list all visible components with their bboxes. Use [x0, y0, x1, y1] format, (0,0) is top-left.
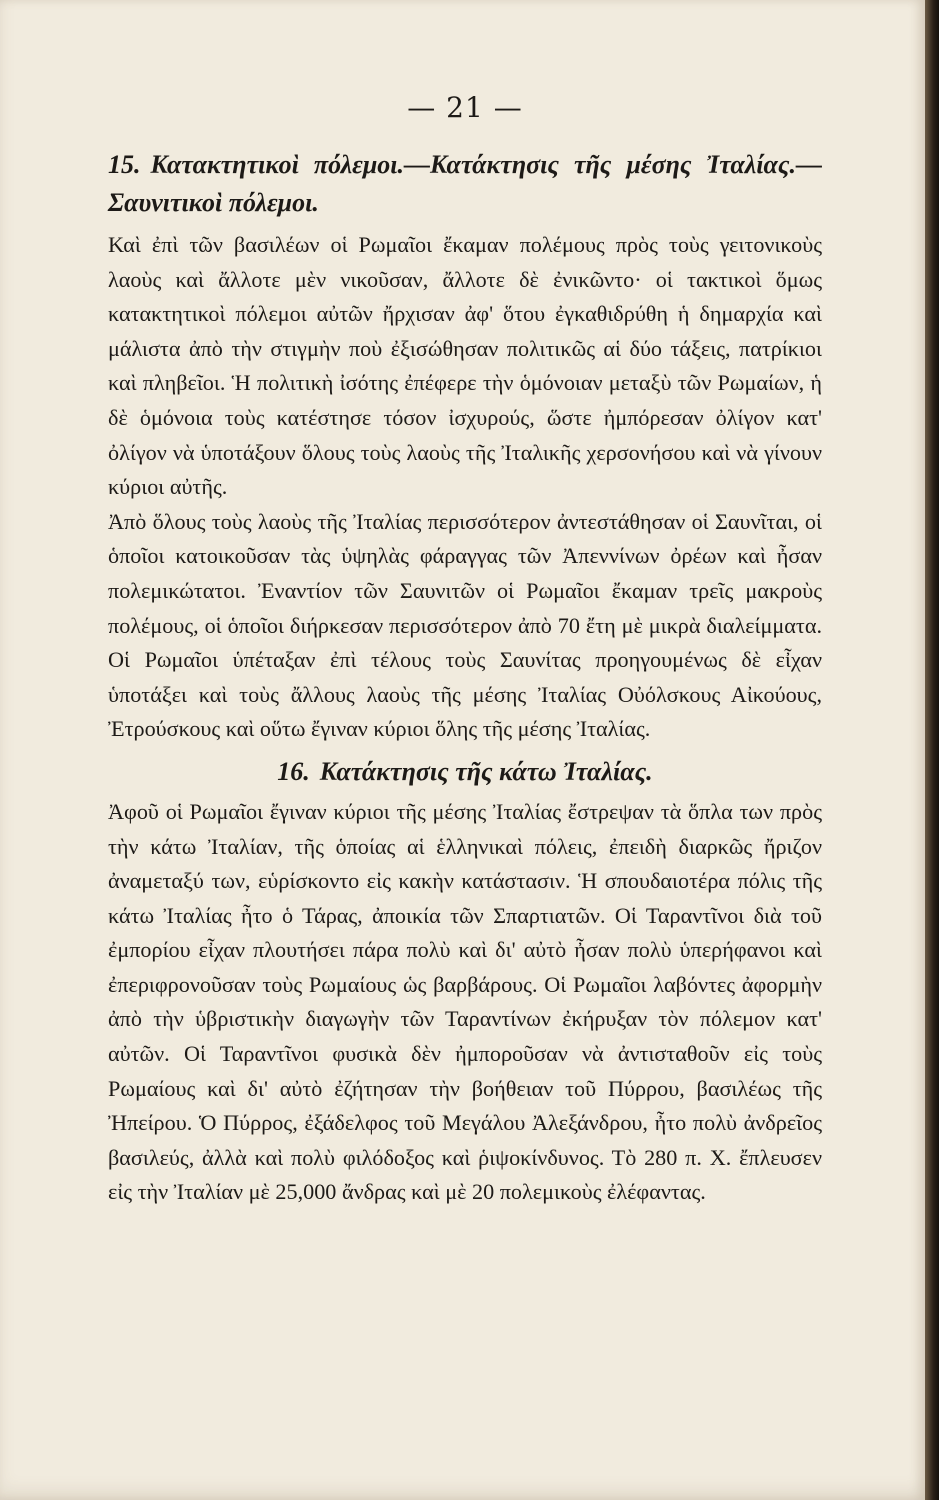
section-title: Κατάκτησις τῆς κάτω Ἰταλίας.	[319, 756, 653, 786]
paragraph: Ἀπὸ ὅλους τοὺς λαοὺς τῆς Ἰταλίας περισσότερον ἀντεστάθησαν οἱ Σαυνῖται, οἱ ὁποῖοι κατοικοῦσαν τὰς ὑψηλὰς φάραγγας τῶν Ἀπεννίνων ὀρέων καὶ ἦσαν πολεμικώτατοι. Ἐναντίον τῶν Σαυνιτῶν οἱ Ρωμαῖοι ἔκαμαν τρεῖς μακροὺς πολέμους, οἱ ὁποῖοι διήρκεσαν περισσότερον ἀπὸ 70 ἔτη μὲ μικρὰ διαλείμματα. Οἱ Ρωμαῖοι ὑπέταξαν ἐπὶ τέλους τοὺς Σαυνίτας προηγουμένως δὲ εἶχαν ὑποτάξει καὶ τοὺς ἄλλους λαοὺς τῆς μέσης Ἰταλίας Οὐόλσκους Αἰκούους, Ἐτρούσκους καὶ οὕτω ἔγιναν κύριοι ὅλης τῆς μέσης Ἰταλίας.	[108, 508, 822, 742]
page-content	[108, 88, 822, 1210]
paragraph: Ἀφοῦ οἱ Ρωμαῖοι ἔγιναν κύριοι τῆς μέσης Ἰταλίας ἔστρεψαν τὰ ὅπλα των πρὸς τὴν κάτω Ἰταλίαν, τῆς ὁποίας αἱ ἑλληνικαὶ πόλεις, ἐπειδὴ διαρκῶς ἤριζον ἀναμεταξύ των, εὑρίσκοντο εἰς κακὴν κατάστασιν. Ἡ σπουδαιοτέρα πόλις τῆς κάτω Ἰταλίας ἦτο ὁ Τάρας, ἀποικία τῶν Σπαρτιατῶν. Οἱ Ταραντῖνοι διὰ τοῦ ἐμπορίου εἶχαν πλουτήσει πάρα πολὺ καὶ δι' αὐτὸ ἦσαν πολὺ ὑπερήφανοι καὶ ἐπεριφρονοῦσαν τοὺς Ρωμαίους ὡς βαρβάρους. Οἱ Ρωμαῖοι λαβόντες ἀφορμὴν ἀπὸ τὴν ὑβριστικὴν διαγωγὴν τῶν Ταραντίνων ἐκήρυξαν τὸν πόλεμον κατ' αὐτῶν. Οἱ Ταραντῖνοι φυσικὰ δὲν ἠμποροῦσαν νὰ ἀντισταθοῦν εἰς τοὺς Ρωμαίους καὶ δι' αὐτὸ ἐζήτησαν τὴν βοήθειαν τοῦ Πύρρου, βασιλέως τῆς Ἠπείρου. Ὁ Πύρρος, ἐξάδελφος τοῦ Μεγάλου Ἀλεξάνδρου, ἦτο πολὺ ἀνδρεῖος βασιλεύς, ἀλλὰ καὶ πολὺ φιλόδοξος καὶ ῥιψοκίνδυνος. Τὸ 280 π. Χ. ἔπλευσεν εἰς τὴν Ἰταλίαν μὲ 25,000 ἄνδρας καὶ μὲ 20 πολεμικοὺς ἐλέφαντας.	[108, 798, 822, 1205]
section-title: Κατακτητικοὶ πόλεμοι.—Κατάκτησις τῆς μέσης Ἰταλίας.—Σαυνιτικοὶ πόλεμοι.	[108, 150, 822, 217]
section-number: 16.	[277, 756, 310, 786]
book-binding-edge	[925, 0, 939, 1500]
section-heading-15	[108, 146, 822, 222]
section-number: 15.	[108, 150, 141, 179]
paragraph: Καὶ ἐπὶ τῶν βασιλέων οἱ Ρωμαῖοι ἔκαμαν πολέμους πρὸς τοὺς γειτονικοὺς λαοὺς καὶ ἄλλοτε μὲν νικοῦσαν, ἄλλοτε δὲ ἐνικῶντο· οἱ τακτικοὶ ὅμως κατακτητικοὶ πόλεμοι αὐτῶν ἤρχισαν ἀφ' ὅτου ἐγκαθιδρύθη ἡ δημαρχία καὶ μάλιστα ἀπὸ τὴν στιγμὴν ποὺ ἐξισώθησαν πολιτικῶς αἱ δύο τάξεις, πατρίκιοι καὶ πληβεῖοι. Ἡ πολιτικὴ ἰσότης ἐπέφερε τὴν ὁμόνοιαν μεταξὺ τῶν Ρωμαίων, ἡ δὲ ὁμόνοια τοὺς κατέστησε τόσον ἰσχυρούς, ὥστε ἠμπόρεσαν ὀλίγον κατ' ὀλίγον νὰ ὑποτάξουν ὅλους τοὺς λαοὺς τῆς Ἰταλικῆς χερσονήσου καὶ νὰ γίνουν κύριοι αὐτῆς.	[108, 232, 822, 500]
section-heading-16	[108, 753, 822, 791]
page-number: — 21 —	[407, 91, 523, 124]
